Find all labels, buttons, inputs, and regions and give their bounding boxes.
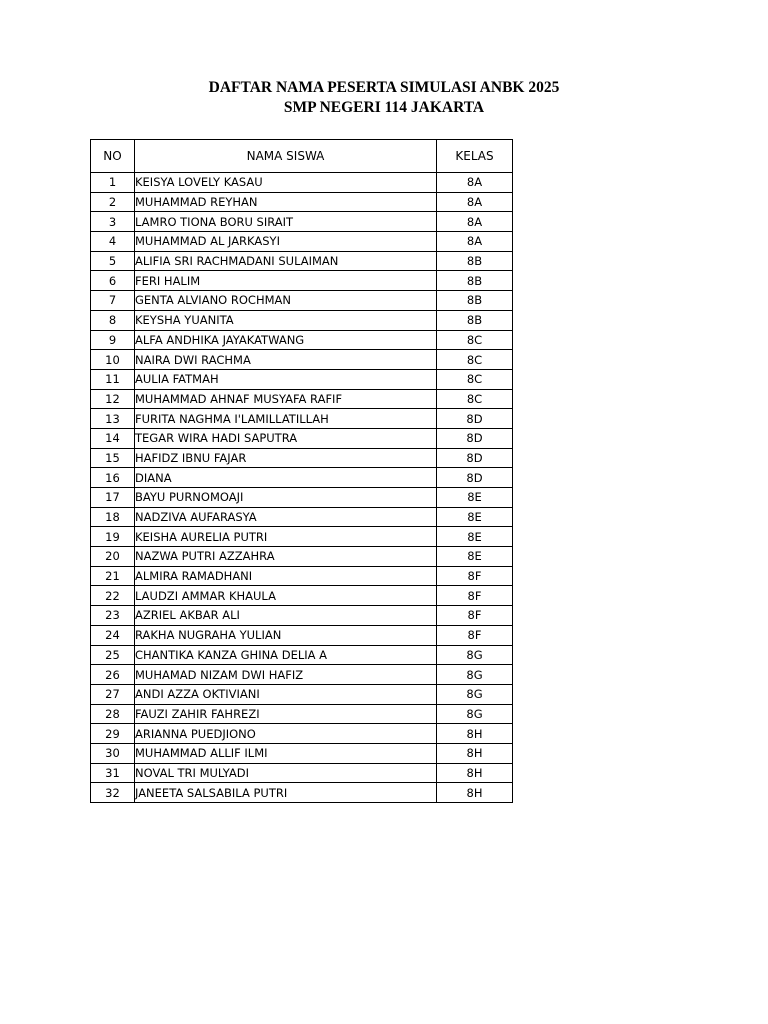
class-cell: 8D <box>437 409 513 429</box>
student-name-cell: TEGAR WIRA HADI SAPUTRA <box>135 428 437 448</box>
class-cell: 8H <box>437 724 513 744</box>
class-cell: 8E <box>437 547 513 567</box>
student-name-cell: FURITA NAGHMA I'LAMILLATILLAH <box>135 409 437 429</box>
student-name-cell: MUHAMMAD ALLIF ILMI <box>135 743 437 763</box>
table-row <box>91 428 513 448</box>
row-number-cell: 6 <box>91 271 135 291</box>
table-row <box>91 350 513 370</box>
class-cell: 8H <box>437 763 513 783</box>
table-row <box>91 232 513 252</box>
class-cell: 8H <box>437 743 513 763</box>
table-row <box>91 743 513 763</box>
student-name-cell: KEYSHA YUANITA <box>135 310 437 330</box>
table-row <box>91 448 513 468</box>
row-number-cell: 13 <box>91 409 135 429</box>
row-number-cell: 10 <box>91 350 135 370</box>
class-cell: 8B <box>437 251 513 271</box>
class-cell: 8G <box>437 645 513 665</box>
header-no: NO <box>91 140 135 173</box>
student-name-cell: JANEETA SALSABILA PUTRI <box>135 783 437 803</box>
row-number-cell: 27 <box>91 684 135 704</box>
class-cell: 8C <box>437 330 513 350</box>
document-title <box>0 78 768 118</box>
table-row <box>91 606 513 626</box>
class-cell: 8F <box>437 606 513 626</box>
class-cell: 8A <box>437 212 513 232</box>
student-name-cell: LAMRO TIONA BORU SIRAIT <box>135 212 437 232</box>
student-name-cell: MUHAMMAD REYHAN <box>135 192 437 212</box>
table-header <box>91 140 513 173</box>
row-number-cell: 11 <box>91 369 135 389</box>
student-name-cell: BAYU PURNOMOAJI <box>135 488 437 508</box>
class-cell: 8B <box>437 271 513 291</box>
class-cell: 8C <box>437 350 513 370</box>
row-number-cell: 31 <box>91 763 135 783</box>
class-cell: 8G <box>437 704 513 724</box>
student-name-cell: ALFA ANDHIKA JAYAKATWANG <box>135 330 437 350</box>
student-name-cell: ALIFIA SRI RACHMADANI SULAIMAN <box>135 251 437 271</box>
student-name-cell: ALMIRA RAMADHANI <box>135 566 437 586</box>
row-number-cell: 4 <box>91 232 135 252</box>
row-number-cell: 5 <box>91 251 135 271</box>
row-number-cell: 20 <box>91 547 135 567</box>
row-number-cell: 16 <box>91 468 135 488</box>
student-name-cell: ARIANNA PUEDJIONO <box>135 724 437 744</box>
table-row <box>91 783 513 803</box>
table-row <box>91 291 513 311</box>
row-number-cell: 9 <box>91 330 135 350</box>
table-row <box>91 586 513 606</box>
table-row <box>91 271 513 291</box>
class-cell: 8H <box>437 783 513 803</box>
student-name-cell: MUHAMMAD AHNAF MUSYAFA RAFIF <box>135 389 437 409</box>
row-number-cell: 29 <box>91 724 135 744</box>
class-cell: 8A <box>437 173 513 193</box>
table-row <box>91 724 513 744</box>
row-number-cell: 23 <box>91 606 135 626</box>
row-number-cell: 24 <box>91 625 135 645</box>
student-name-cell: KEISYA LOVELY KASAU <box>135 173 437 193</box>
table-row <box>91 409 513 429</box>
student-name-cell: LAUDZI AMMAR KHAULA <box>135 586 437 606</box>
row-number-cell: 15 <box>91 448 135 468</box>
student-name-cell: MUHAMMAD AL JARKASYI <box>135 232 437 252</box>
table-row <box>91 625 513 645</box>
row-number-cell: 26 <box>91 665 135 685</box>
class-cell: 8E <box>437 488 513 508</box>
participant-table <box>90 139 513 803</box>
header-row <box>91 140 513 173</box>
row-number-cell: 17 <box>91 488 135 508</box>
class-cell: 8F <box>437 625 513 645</box>
student-name-cell: NAIRA DWI RACHMA <box>135 350 437 370</box>
student-name-cell: NOVAL TRI MULYADI <box>135 763 437 783</box>
table-row <box>91 369 513 389</box>
class-cell: 8F <box>437 586 513 606</box>
title-line-1: DAFTAR NAMA PESERTA SIMULASI ANBK 2025 <box>208 79 560 96</box>
table-row <box>91 566 513 586</box>
row-number-cell: 1 <box>91 173 135 193</box>
student-name-cell: AULIA FATMAH <box>135 369 437 389</box>
student-name-cell: NAZWA PUTRI AZZAHRA <box>135 547 437 567</box>
row-number-cell: 21 <box>91 566 135 586</box>
student-name-cell: FAUZI ZAHIR FAHREZI <box>135 704 437 724</box>
table-row <box>91 192 513 212</box>
table-row <box>91 389 513 409</box>
class-cell: 8E <box>437 507 513 527</box>
header-kelas: KELAS <box>437 140 513 173</box>
title-line-2: SMP NEGERI 114 JAKARTA <box>283 99 485 116</box>
table-row <box>91 507 513 527</box>
class-cell: 8A <box>437 192 513 212</box>
class-cell: 8F <box>437 566 513 586</box>
student-name-cell: ANDI AZZA OKTIVIANI <box>135 684 437 704</box>
row-number-cell: 3 <box>91 212 135 232</box>
row-number-cell: 25 <box>91 645 135 665</box>
row-number-cell: 18 <box>91 507 135 527</box>
table-row <box>91 310 513 330</box>
class-cell: 8C <box>437 369 513 389</box>
row-number-cell: 19 <box>91 527 135 547</box>
student-name-cell: FERI HALIM <box>135 271 437 291</box>
student-name-cell: KEISHA AURELIA PUTRI <box>135 527 437 547</box>
row-number-cell: 12 <box>91 389 135 409</box>
student-name-cell: CHANTIKA KANZA GHINA DELIA A <box>135 645 437 665</box>
student-name-cell: HAFIDZ IBNU FAJAR <box>135 448 437 468</box>
row-number-cell: 22 <box>91 586 135 606</box>
row-number-cell: 14 <box>91 428 135 448</box>
class-cell: 8A <box>437 232 513 252</box>
class-cell: 8D <box>437 428 513 448</box>
row-number-cell: 28 <box>91 704 135 724</box>
student-name-cell: DIANA <box>135 468 437 488</box>
class-cell: 8B <box>437 310 513 330</box>
class-cell: 8D <box>437 468 513 488</box>
header-nama-siswa: NAMA SISWA <box>135 140 437 173</box>
table-body <box>91 173 513 803</box>
table-row <box>91 173 513 193</box>
student-name-cell: AZRIEL AKBAR ALI <box>135 606 437 626</box>
table-row <box>91 251 513 271</box>
class-cell: 8G <box>437 665 513 685</box>
row-number-cell: 32 <box>91 783 135 803</box>
table-row <box>91 488 513 508</box>
class-cell: 8E <box>437 527 513 547</box>
table-row <box>91 684 513 704</box>
table-row <box>91 527 513 547</box>
table-row <box>91 330 513 350</box>
table-row <box>91 665 513 685</box>
student-name-cell: GENTA ALVIANO ROCHMAN <box>135 291 437 311</box>
table-row <box>91 212 513 232</box>
row-number-cell: 7 <box>91 291 135 311</box>
table-row <box>91 468 513 488</box>
row-number-cell: 30 <box>91 743 135 763</box>
table-row <box>91 704 513 724</box>
student-name-cell: MUHAMAD NIZAM DWI HAFIZ <box>135 665 437 685</box>
table-row <box>91 763 513 783</box>
student-name-cell: NADZIVA AUFARASYA <box>135 507 437 527</box>
table-row <box>91 645 513 665</box>
class-cell: 8C <box>437 389 513 409</box>
student-name-cell: RAKHA NUGRAHA YULIAN <box>135 625 437 645</box>
row-number-cell: 8 <box>91 310 135 330</box>
row-number-cell: 2 <box>91 192 135 212</box>
table-row <box>91 547 513 567</box>
class-cell: 8B <box>437 291 513 311</box>
class-cell: 8D <box>437 448 513 468</box>
class-cell: 8G <box>437 684 513 704</box>
